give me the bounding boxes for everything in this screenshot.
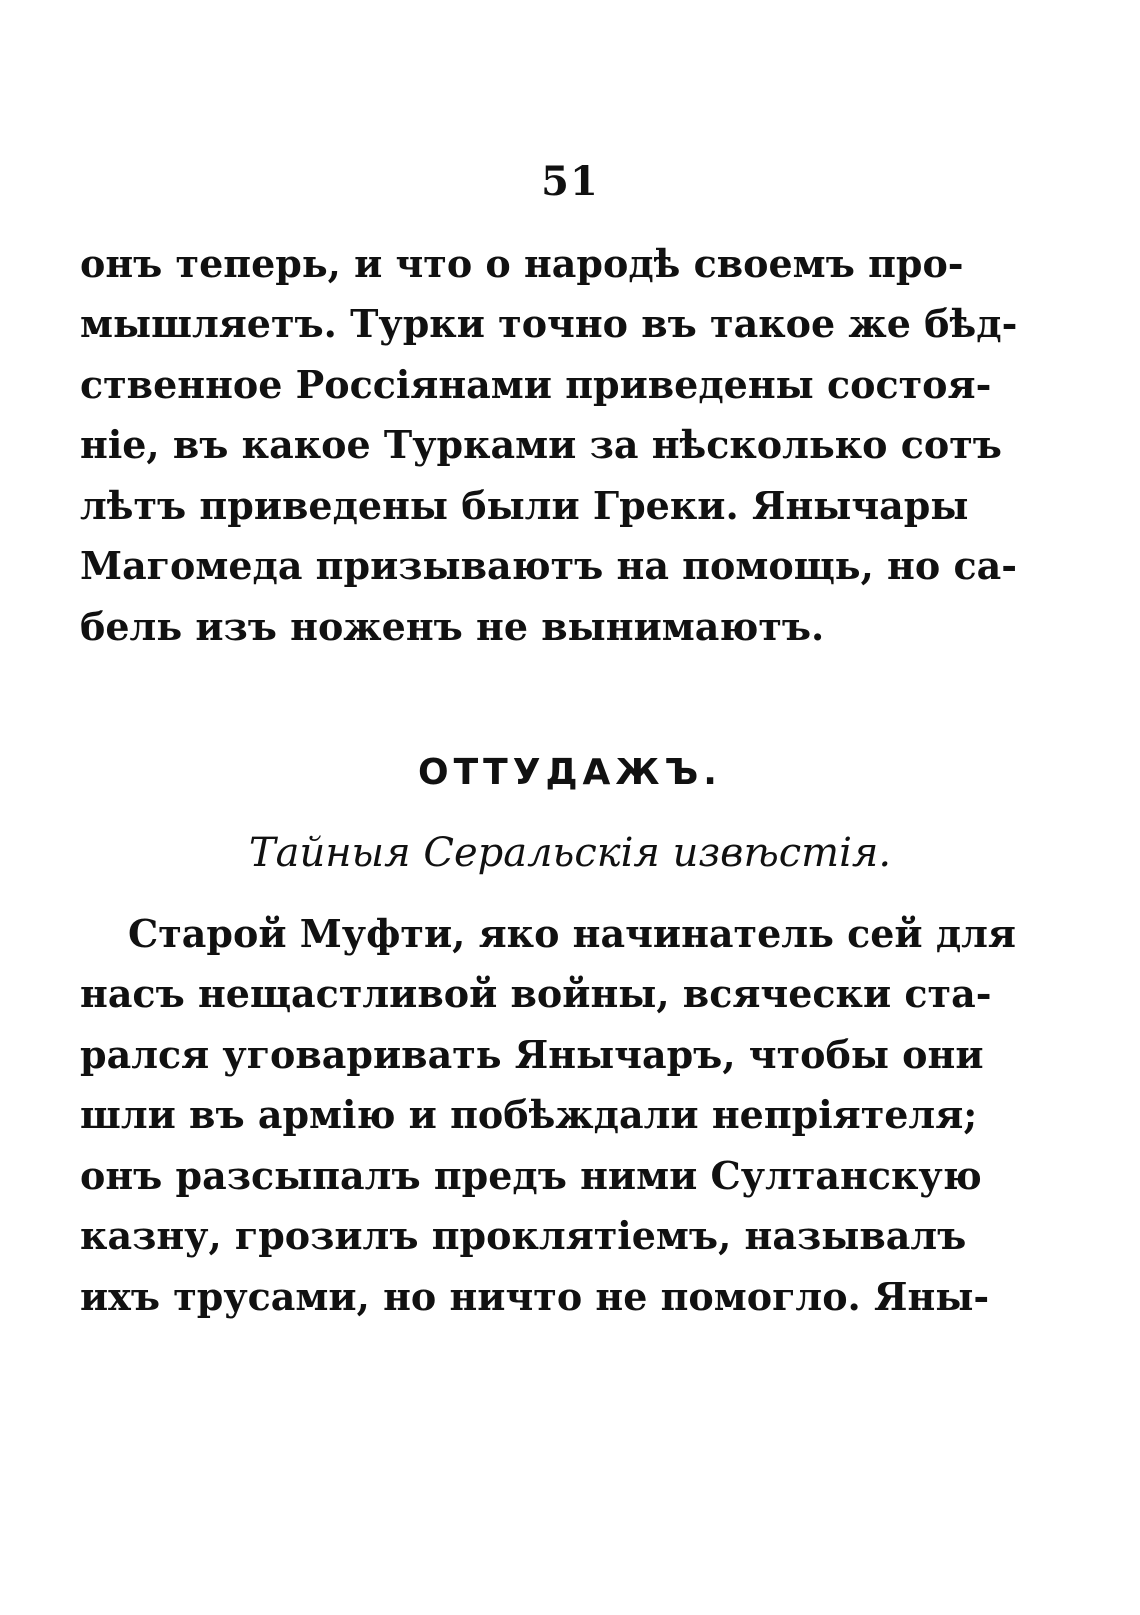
text-line: бель изъ ноженъ не вынимаютъ.	[80, 604, 825, 649]
text-line: шли въ армію и побѣждали непріятеля;	[80, 1092, 978, 1137]
text-line: казну, грозилъ проклятіемъ, называлъ	[80, 1213, 967, 1258]
text-line: онъ разсыпалъ предъ ними Султанскую	[80, 1153, 982, 1198]
text-line: ніе, въ какое Турками за нѣсколько сотъ	[80, 422, 1002, 467]
text-line: онъ теперь, и что о народѣ своемъ про-	[80, 241, 964, 286]
text-line: лѣтъ приведены были Греки. Янычары	[80, 483, 969, 528]
page-number: 51	[541, 158, 599, 205]
text-line: ихъ трусами, но ничто не помогло. Яны-	[80, 1274, 990, 1319]
text-line: рался уговаривать Янычаръ, чтобы они	[80, 1032, 984, 1077]
text-line: мышляетъ. Турки точно въ такое же бѣд-	[80, 301, 1018, 346]
text-line: насъ нещастливой войны, всячески ста-	[80, 971, 992, 1016]
text-line: ственное Россіянами приведены состоя-	[80, 362, 992, 407]
text-line: Старой Муфти, яко начинатель сей для	[128, 911, 1017, 956]
text-line: Магомеда призываютъ на помощь, но са-	[80, 543, 1017, 588]
section-heading: ОТТУДАЖЪ.	[418, 752, 722, 793]
section-subheading: Тайныя Серальскія извѣстія.	[248, 830, 892, 876]
